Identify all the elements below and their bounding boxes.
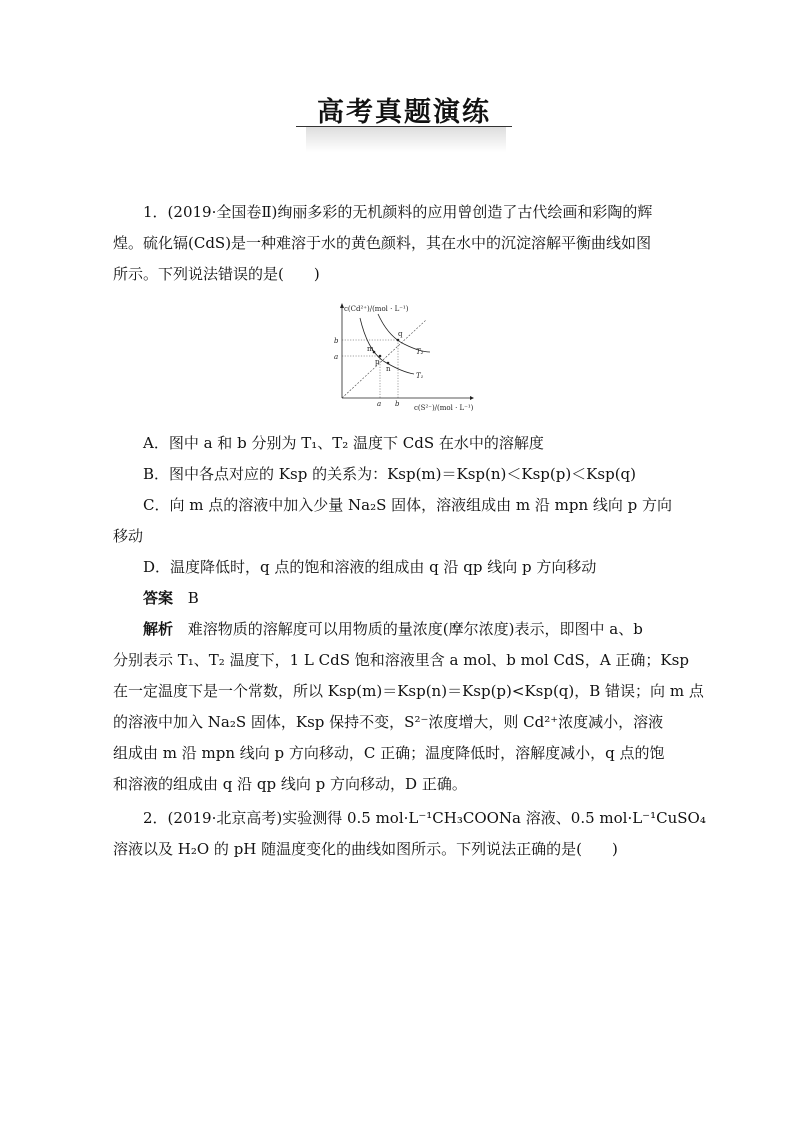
title-shadow-decoration — [306, 126, 506, 152]
y-tick-a: a — [334, 353, 339, 361]
answer-value: B — [187, 589, 199, 607]
point-n — [387, 362, 390, 365]
x-axis-arrow-icon — [470, 396, 474, 400]
curve-T2 — [378, 314, 430, 352]
option-b: B．图中各点对应的 Ksp 的关系为：Ksp(m)＝Ksp(n)＜Ksp(p)＜Ksp(q) — [143, 465, 636, 483]
x-tick-a: a — [377, 400, 382, 408]
analysis-line-6: 和溶液的组成由 q 沿 qp 线向 p 方向移动，D 正确。 — [113, 775, 467, 793]
q1-stem-line-2: 煌。硫化镉(CdS)是一种难溶于水的黄色颜料，其在水中的沉淀溶解平衡曲线如图 — [113, 234, 652, 252]
solubility-equilibrium-figure — [330, 300, 475, 418]
q1-stem-line-1: 1．(2019·全国卷Ⅱ)绚丽多彩的无机颜料的应用曾创造了古代绘画和彩陶的辉 — [143, 203, 653, 221]
label-p: p — [375, 358, 380, 366]
question-1-analysis — [113, 614, 704, 800]
q2-stem-line-2: 溶液以及 H₂O 的 pH 随温度变化的曲线如图所示。下列说法正确的是( ) — [113, 840, 618, 858]
analysis-label: 解析 — [143, 620, 174, 638]
q1-stem-line-3: 所示。下列说法错误的是( ) — [113, 265, 320, 283]
analysis-line-5: 组成由 m 沿 mpn 线向 p 方向移动，C 正确；温度降低时，溶解度减小，q 点的饱 — [113, 744, 665, 762]
question-1-answer — [113, 583, 681, 614]
label-n: n — [386, 365, 391, 373]
y-tick-b: b — [334, 337, 339, 345]
option-d: D．温度降低时，q 点的饱和溶液的组成由 q 沿 qp 线向 p 方向移动 — [143, 558, 597, 576]
option-a: A．图中 a 和 b 分别为 T₁、T₂ 温度下 CdS 在水中的溶解度 — [143, 434, 544, 452]
x-tick-b: b — [395, 400, 400, 408]
analysis-line-4: 的溶液中加入 Na₂S 固体，Ksp 保持不变，S²⁻浓度增大，则 Cd²⁺浓度减小，溶液 — [113, 713, 664, 731]
title-underline — [296, 126, 512, 127]
x-axis-label: c(S²⁻)/(mol · L⁻¹) — [414, 404, 474, 412]
answer-label: 答案 — [143, 589, 174, 607]
question-2-stem — [113, 803, 706, 865]
diagonal-line — [342, 320, 426, 398]
option-c-line-1: C．向 m 点的溶液中加入少量 Na₂S 固体，溶液组成由 m 沿 mpn 线向 p 方向 — [143, 496, 673, 514]
q2-stem-line-1: 2．(2019·北京高考)实验测得 0.5 mol·L⁻¹CH₃COONa 溶液、0.5 mol·L⁻¹CuSO₄ — [143, 809, 706, 827]
label-m: m — [367, 345, 374, 353]
option-c-line-2: 移动 — [113, 527, 144, 545]
y-axis-label: c(Cd²⁺)/(mol · L⁻¹) — [344, 305, 409, 313]
analysis-line-2: 分别表示 T₁、T₂ 温度下，1 L CdS 饱和溶液里含 a mol、b mol CdS，A 正确；Ksp — [113, 651, 689, 669]
page-title-block — [296, 86, 512, 158]
question-1-options — [113, 428, 681, 583]
page-title: 高考真题演练 — [317, 97, 491, 128]
point-p — [379, 355, 382, 358]
label-T2: T₂ — [416, 348, 424, 356]
analysis-line-1: 难溶物质的溶解度可以用物质的量浓度(摩尔浓度)表示，即图中 a、b — [187, 620, 643, 638]
point-q — [397, 339, 400, 342]
label-q: q — [398, 330, 403, 338]
question-1-stem — [113, 197, 681, 290]
label-T1: T₁ — [416, 372, 424, 380]
analysis-line-3: 在一定温度下是一个常数，所以 Ksp(m)＝Ksp(n)＝Ksp(p)<Ksp(q)，B 错误；向 m 点 — [113, 682, 704, 700]
